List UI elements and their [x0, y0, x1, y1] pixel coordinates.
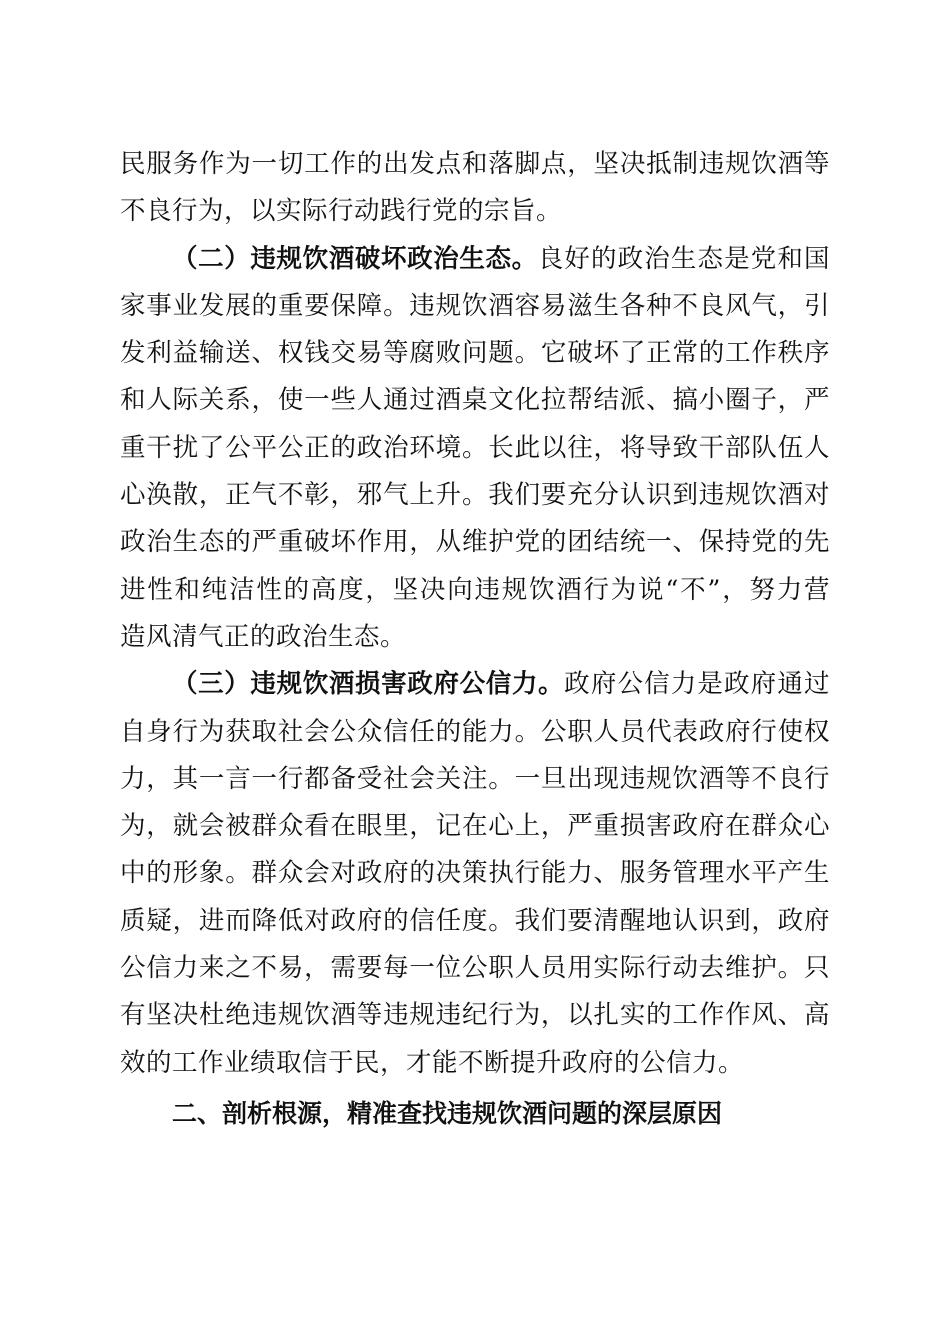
text-line: 重干扰了公平公正的政治环境。长此以往，将导致干部队伍人: [120, 432, 830, 463]
text-line: 进性和纯洁性的高度，坚决向违规饮酒行为说“不”，努力营: [120, 574, 830, 605]
paragraph-heading: （二）违规饮酒破坏政治生态。: [172, 243, 538, 274]
text-line: 家事业发展的重要保障。违规饮酒容易滋生各种不良风气，引: [120, 290, 830, 321]
text-line: [120, 236, 830, 283]
text-line: 造风清气正的政治生态。: [120, 621, 407, 652]
text-line: 中的形象。群众会对政府的决策执行能力、服务管理水平产生: [120, 858, 830, 889]
text-span: 良好的政治生态是党和国: [537, 243, 830, 274]
text-line: 质疑，进而降低对政府的信任度。我们要清醒地认识到，政府: [120, 905, 830, 936]
text-line: 和人际关系，使一些人通过酒桌文化拉帮结派、搞小圈子，严: [120, 385, 830, 416]
text-line: 力，其一言一行都备受社会关注。一旦出现违规饮酒等不良行: [120, 763, 830, 794]
text-line: 不良行为，以实际行动践行党的宗旨。: [120, 196, 563, 227]
paragraph-heading: （三）违规饮酒损害政府公信力。: [172, 669, 565, 700]
text-line: 有坚决杜绝违规饮酒等违规违纪行为，以扎实的工作作风、高: [120, 1000, 830, 1031]
text-line: 效的工作业绩取信于民，才能不断提升政府的公信力。: [120, 1047, 745, 1078]
paragraph-political-ecology: [120, 236, 830, 662]
paragraph-continuation: [120, 141, 830, 236]
text-line: [120, 661, 830, 708]
text-line: 政治生态的严重破坏作用，从维护党的团结统一、保持党的先: [120, 527, 830, 558]
text-line: 心涣散，正气不彰，邪气上升。我们要充分认识到违规饮酒对: [120, 480, 830, 511]
paragraph-government-credibility: [120, 661, 830, 1087]
section-heading: 二、剖析根源，精准查找违规饮酒问题的深层原因: [172, 1098, 723, 1128]
text-line: 公信力来之不易，需要每一位公职人员用实际行动去维护。只: [120, 953, 830, 984]
text-line: 发利益输送、权钱交易等腐败问题。它破坏了正常的工作秩序: [120, 338, 830, 369]
text-line: 民服务作为一切工作的出发点和落脚点，坚决抵制违规饮酒等: [120, 149, 830, 179]
document-page: [120, 141, 830, 1139]
text-line: 自身行为获取社会公众信任的能力。公职人员代表政府行使权: [120, 716, 830, 747]
text-span: 政府公信力是政府通过: [564, 669, 830, 700]
text-line: 为，就会被群众看在眼里，记在心上，严重损害政府在群众心: [120, 811, 830, 842]
